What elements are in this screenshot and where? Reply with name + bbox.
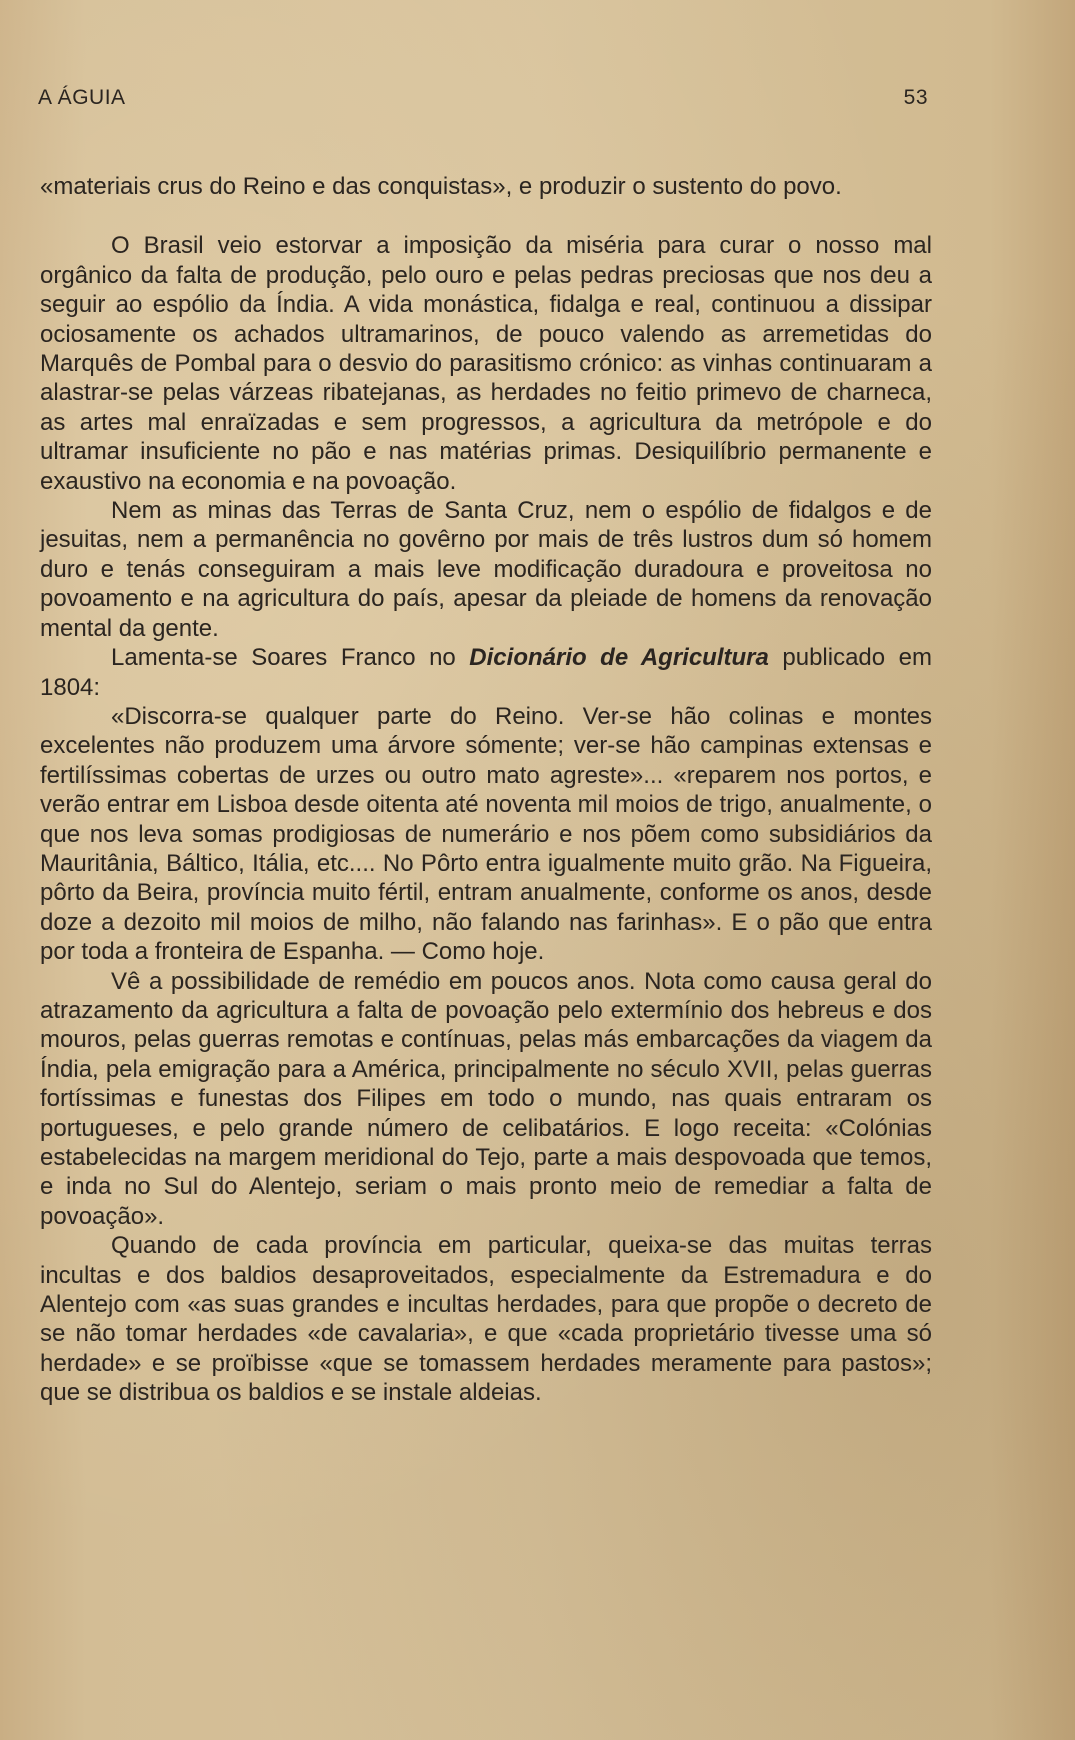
paragraph-4-end: publicado em 1804: [40, 644, 932, 701]
body-text [40, 172, 932, 1408]
dictionary-title: Dicionário de Agricultura [469, 644, 769, 672]
running-header [38, 86, 928, 116]
quotation-paragraph: «Discorra-se qualquer parte do Reino. Ver-se hão colinas e montes excelentes não produzem uma árvore sómente; ver-se hão campinas extensas e fertilíssimas cobertas de urzes ou outro mato agreste»... «reparem nos portos, e verão entrar em Lisboa desde oitenta até noventa mil moios de trigo, anualmente, o que nos leva somas prodigiosas de numerário e nos põem como subsidiários da Mauritânia, Báltico, Itália, etc.... No Pôrto entra igualmente muito grão. Na Figueira, pôrto da Beira, província muito fértil, entram anualmente, conforme os anos, desde doze a dezoito mil moios de milho, não falando nas farinhas». E o pão que entra por toda a fronteira de Espanha. — Como hoje. [40, 702, 932, 966]
paragraph-3: Nem as minas das Terras de Santa Cruz, nem o espólio de fidalgos e de jesuitas, nem a permanência no govêrno por mais de três lustros dum só homem duro e tenás conseguiram a mais leve modificação duradoura e proveitosa no povoamento e na agricultura do país, apesar da pleiade de homens da renovação mental da gente. [40, 497, 932, 642]
paragraph-4-start: Lamenta-se Soares Franco no [111, 644, 470, 672]
paragraph-6: Vê a possibilidade de remédio em poucos anos. Nota como causa geral do atrazamento da agricultura a falta de povoação pelo extermínio dos hebreus e dos mouros, pelas guerras remotas e contínuas, pelas más embarcações da viagem da Índia, pela emigração para a América, principalmente no século XVII, pelas guerras fortíssimas e funestas dos Filipes em todo o mundo, nas quais entraram os portugueses, e pelo grande número de celibatários. E logo receita: «Colónias estabelecidas na margem meridional do Tejo, parte a mais despovoada que temos, e inda no Sul do Alentejo, seriam o mais pronto meio de remediar a falta de povoação». [40, 967, 932, 1230]
paragraph-2: O Brasil veio estorvar a imposição da miséria para curar o nosso mal orgânico da falta de produção, pelo ouro e pelas pedras preciosas que nos deu a seguir ao espólio da Índia. A vida monástica, fidalga e real, continuou a dissipar ociosamente os achados ultramarinos, de pouco valendo as arremetidas do Marquês de Pombal para o desvio do parasitismo crónico: as vinhas continuaram a alastrar-se pelas várzeas ribatejanas, as herdades no feitio primevo de charneca, as artes mal enraïzadas e sem progressos, a agricultura da metrópole e do ultramar insuficiente no pão e nas matérias primas. Desiquilíbrio permanente e exaustivo na economia e na povoação. [40, 232, 932, 495]
paragraph-7: Quando de cada província em particular, queixa-se das muitas terras incultas e dos baldios desaproveitados, especialmente da Estremadura e do Alentejo com «as suas grandes e incultas herdades, para que propõe o decreto de se não tomar herdades «de cavalaria», e que «cada proprietário tivesse uma só herdade» e se proïbisse «que se tomassem herdades meramente para pastos»; que se distribua os baldios e se instale aldeias. [40, 1232, 932, 1407]
journal-title: A ÁGUIA [38, 86, 126, 109]
paragraph-4 [40, 643, 932, 702]
paragraph-1: «materiais crus do Reino e das conquistas», e produzir o sustento do povo. [40, 173, 842, 200]
page-number: 53 [903, 86, 928, 109]
